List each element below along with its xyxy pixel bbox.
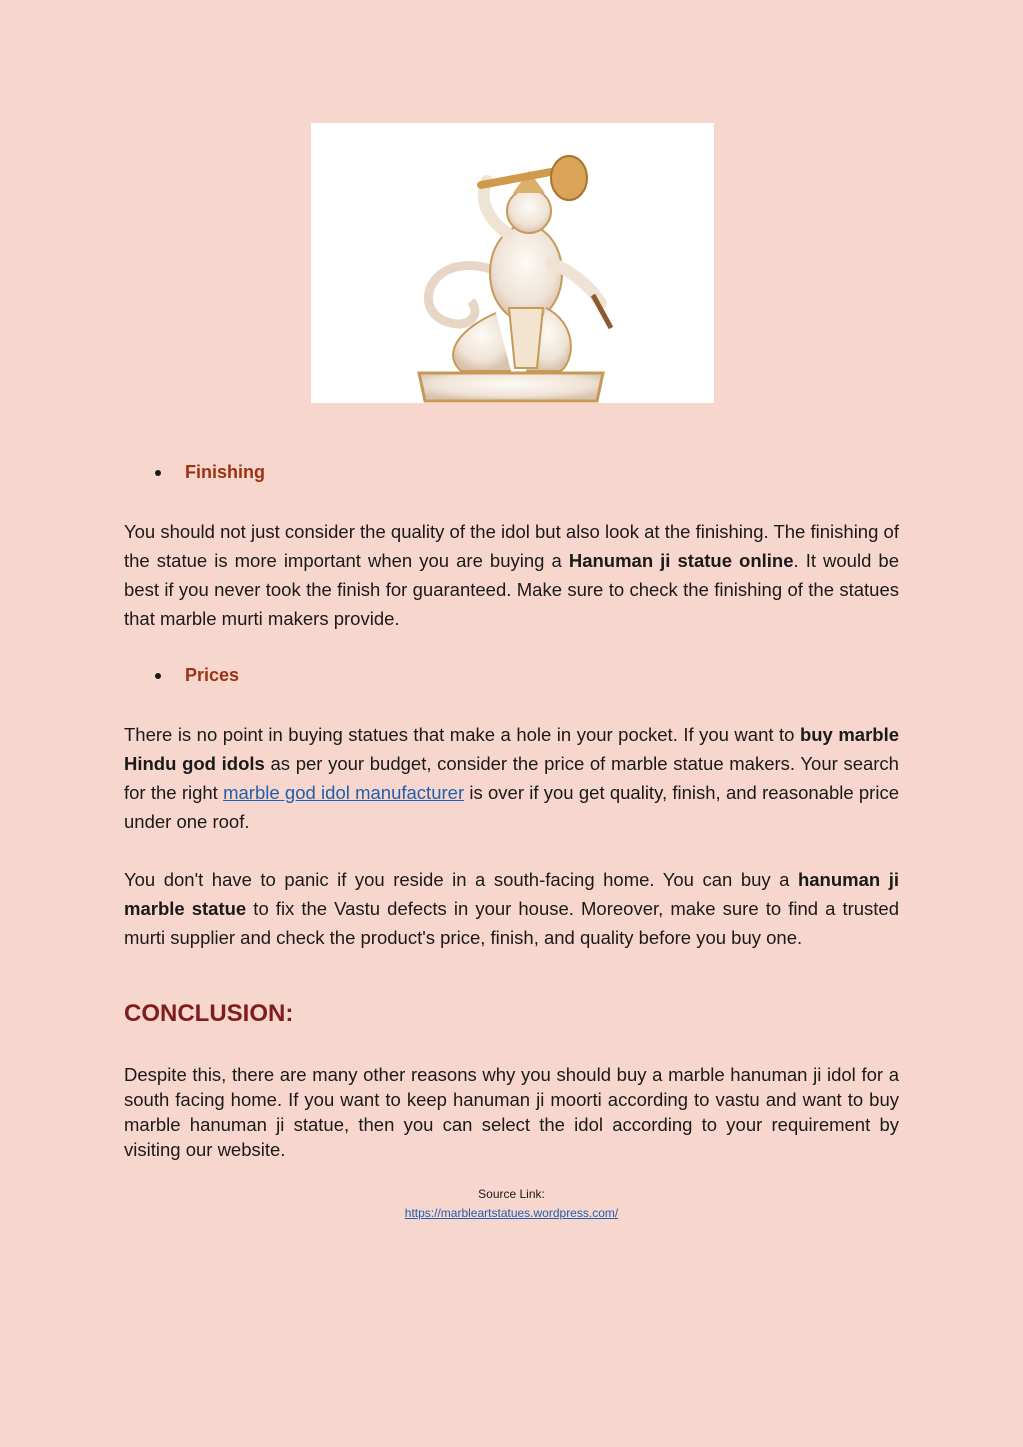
finishing-heading: Finishing bbox=[185, 462, 265, 482]
text-run: There is no point in buying statues that make a hole in your pocket. If you want to bbox=[124, 724, 800, 745]
bold-run: hanuman ji marble statue bbox=[124, 869, 899, 919]
text-run: You should not just consider the quality of the idol but also look at the finishing. The finishing of the statue is more important when you are buying a bbox=[124, 521, 899, 571]
south-facing-paragraph bbox=[124, 865, 899, 952]
manufacturer-link[interactable]: marble god idol manufacturer bbox=[223, 782, 465, 803]
prices-heading: Prices bbox=[185, 665, 240, 685]
text-run: You don't have to panic if you reside in a south-facing home. You can buy a bbox=[124, 869, 798, 890]
bullet-dot bbox=[155, 673, 161, 679]
prices-paragraph bbox=[124, 720, 899, 836]
text-run: . It would be best if you never took the finish for guaranteed. Make sure to check the finishing of the statues that marble murti makers provide. bbox=[124, 550, 899, 629]
statue-illustration bbox=[311, 123, 714, 403]
bullet-prices bbox=[155, 665, 239, 686]
source-link[interactable]: https://marbleartstatues.wordpress.com/ bbox=[404, 1206, 619, 1220]
bullet-finishing bbox=[155, 462, 265, 483]
conclusion-paragraph: Despite this, there are many other reasons why you should buy a marble hanuman ji idol for a south facing home. If you want to keep hanuman ji moorti according to vastu and want to buy marble hanuman ji statue, then you can select the idol according to your requirement by visiting our website. bbox=[124, 1064, 899, 1160]
bold-run: Hanuman ji statue online bbox=[568, 550, 794, 571]
source-label: Source Link: bbox=[478, 1187, 545, 1201]
finishing-paragraph bbox=[124, 517, 899, 633]
text-run: as per your budget, consider the price of marble statue makers. Your search for the right bbox=[124, 753, 899, 803]
conclusion-heading: CONCLUSION: bbox=[124, 1000, 294, 1027]
text-run: is over if you get quality, finish, and reasonable price under one roof. bbox=[124, 782, 899, 832]
bold-run: buy marble Hindu god idols bbox=[124, 724, 899, 774]
hanuman-statue-image bbox=[311, 123, 714, 403]
bullet-dot bbox=[155, 470, 161, 476]
text-run: to fix the Vastu defects in your house. Moreover, make sure to find a trusted murti supplier and check the product's price, finish, and quality before you buy one. bbox=[124, 898, 900, 948]
